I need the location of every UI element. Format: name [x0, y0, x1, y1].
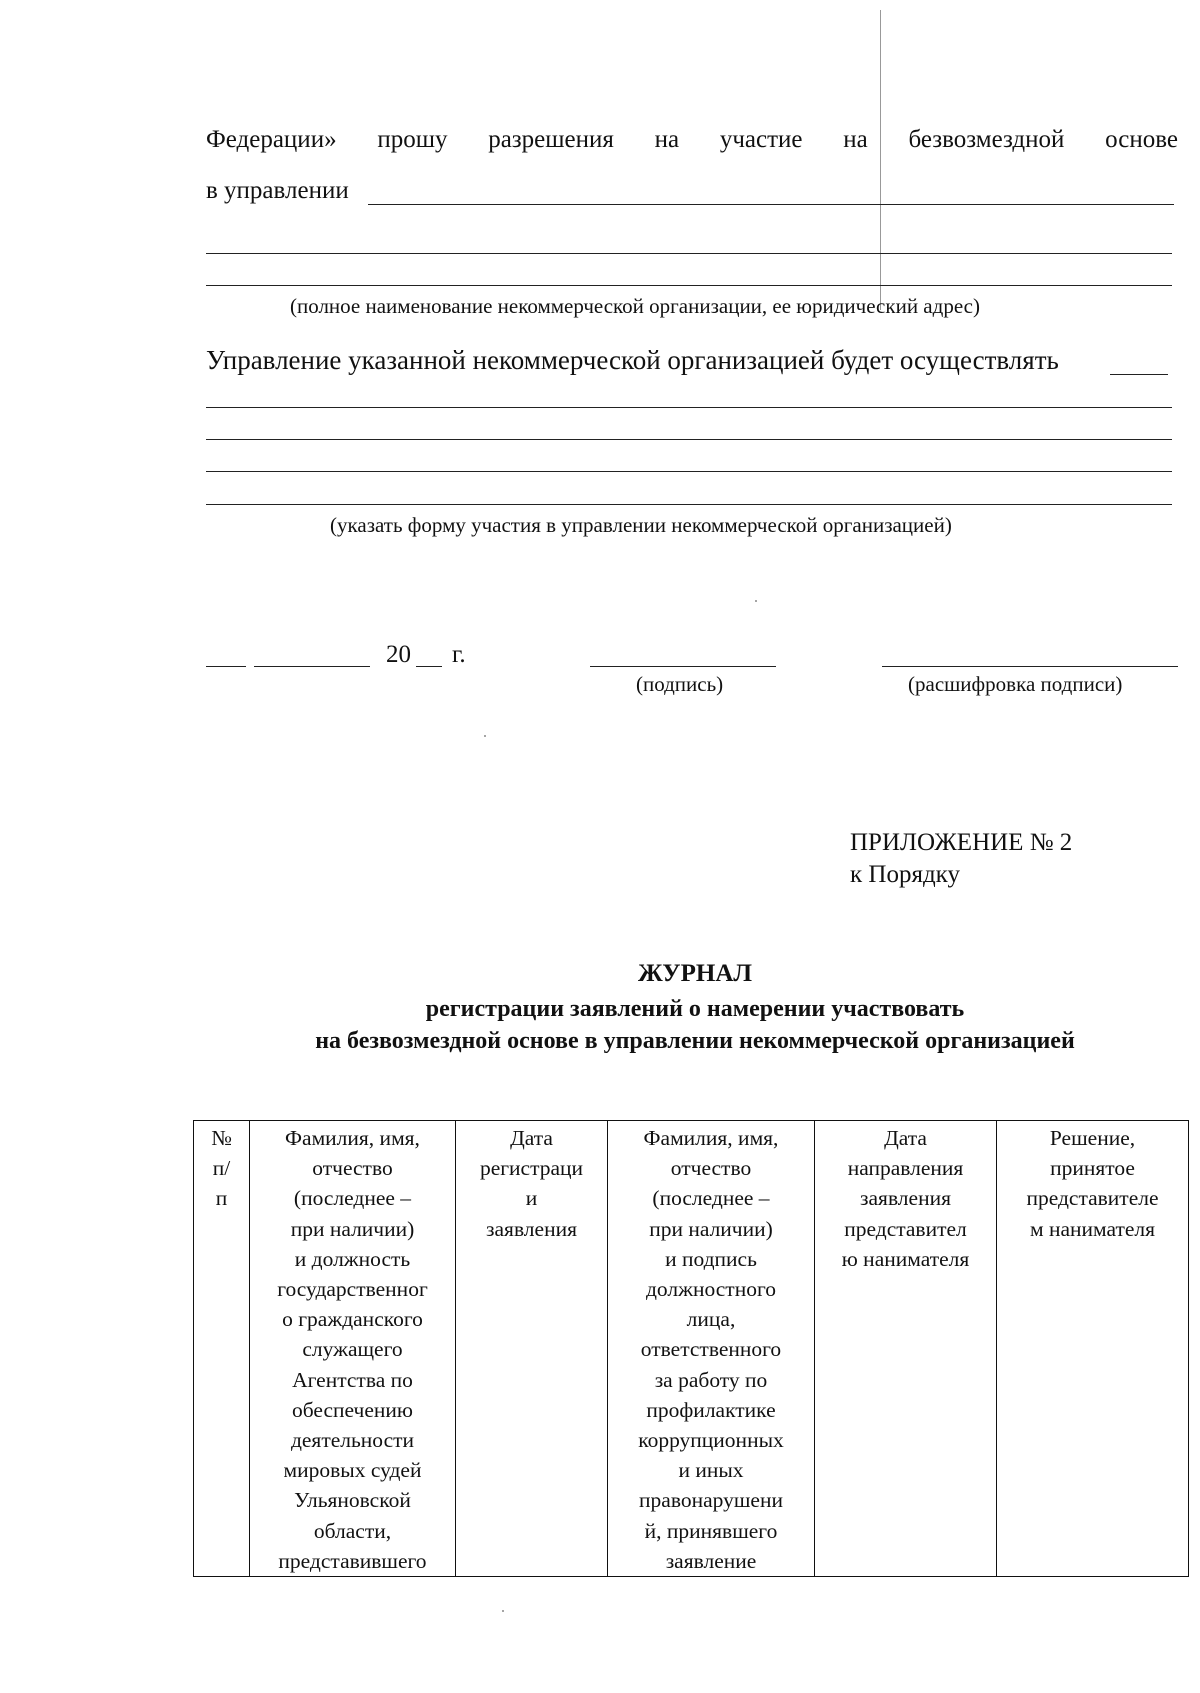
appendix-number: ПРИЛОЖЕНИЕ № 2: [850, 829, 1073, 856]
journal-subtitle-2: на безвозмездной основе в управлении некоммерческой организацией: [315, 1028, 1075, 1054]
journal-subtitle-1: регистрации заявлений о намерении участвовать: [425, 996, 965, 1022]
header-cell-sent-date: Дата направления заявления представител ю нанимателя: [815, 1121, 997, 1577]
management-label: Управление указанной некоммерческой организацией будет осуществлять: [206, 345, 1059, 375]
word: на: [654, 126, 680, 153]
date-month-field[interactable]: [254, 666, 370, 667]
scan-fold-line: [880, 10, 881, 310]
header-cell-responsible-official: Фамилия, имя, отчество (последнее – при наличии) и подпись должностного лица, ответственного за работу по профилактике коррупционных и иных правонарушени й, принявшего заявление: [608, 1121, 815, 1577]
scan-speck: [755, 600, 757, 602]
participation-field-line-3[interactable]: [206, 471, 1172, 472]
participation-field-line-2[interactable]: [206, 439, 1172, 440]
signature-decoding-caption: (расшифровка подписи): [908, 672, 1123, 696]
table-header-row: [194, 1121, 1189, 1577]
header-cell-number: № п/ п: [194, 1121, 250, 1577]
scan-speck: [502, 1610, 504, 1612]
signature-field[interactable]: [590, 666, 776, 667]
journal-title: ЖУРНАЛ: [637, 960, 753, 987]
word: Федерации»: [206, 126, 337, 153]
form-line-2-label: в управлении: [206, 177, 349, 204]
signature-caption: (подпись): [636, 672, 724, 696]
word: безвозмездной: [908, 126, 1065, 153]
word: на: [843, 126, 868, 153]
organization-name-field-line-3[interactable]: [206, 285, 1172, 286]
header-cell-decision: Решение, принятое представителе м нанимателя: [997, 1121, 1189, 1577]
journal-table: [193, 1120, 1189, 1577]
date-year-prefix: 20: [386, 641, 411, 668]
form-line-1: [206, 124, 1178, 156]
management-text: [206, 343, 1059, 377]
word: разрешения: [488, 126, 614, 153]
scan-speck: [484, 735, 486, 737]
organization-name-field[interactable]: [368, 204, 1174, 205]
participation-field-line-1[interactable]: [206, 407, 1172, 408]
management-field[interactable]: [1110, 374, 1168, 375]
organization-caption: (полное наименование некоммерческой организации, ее юридический адрес): [290, 294, 980, 318]
signature-decoding-field[interactable]: [882, 666, 1178, 667]
participation-caption: (указать форму участия в управлении некоммерческой организацией): [330, 513, 952, 537]
word: основе: [1105, 126, 1178, 153]
date-year-suffix: г.: [452, 641, 466, 668]
organization-name-field-line-2[interactable]: [206, 253, 1172, 254]
header-cell-employee: Фамилия, имя, отчество (последнее – при наличии) и должность государственног о гражданского служащего Агентства по обеспечению деятельности мировых судей Ульяновской области, представившего: [250, 1121, 456, 1577]
word: участие: [719, 126, 803, 153]
date-year-field[interactable]: [416, 666, 442, 667]
header-cell-registration-date: Дата регистраци и заявления: [456, 1121, 608, 1577]
appendix-reference: к Порядку: [850, 861, 960, 888]
word: прошу: [377, 126, 448, 153]
appendix-heading: [850, 827, 1072, 891]
participation-field-line-4[interactable]: [206, 504, 1172, 505]
date-day-field[interactable]: [206, 666, 246, 667]
